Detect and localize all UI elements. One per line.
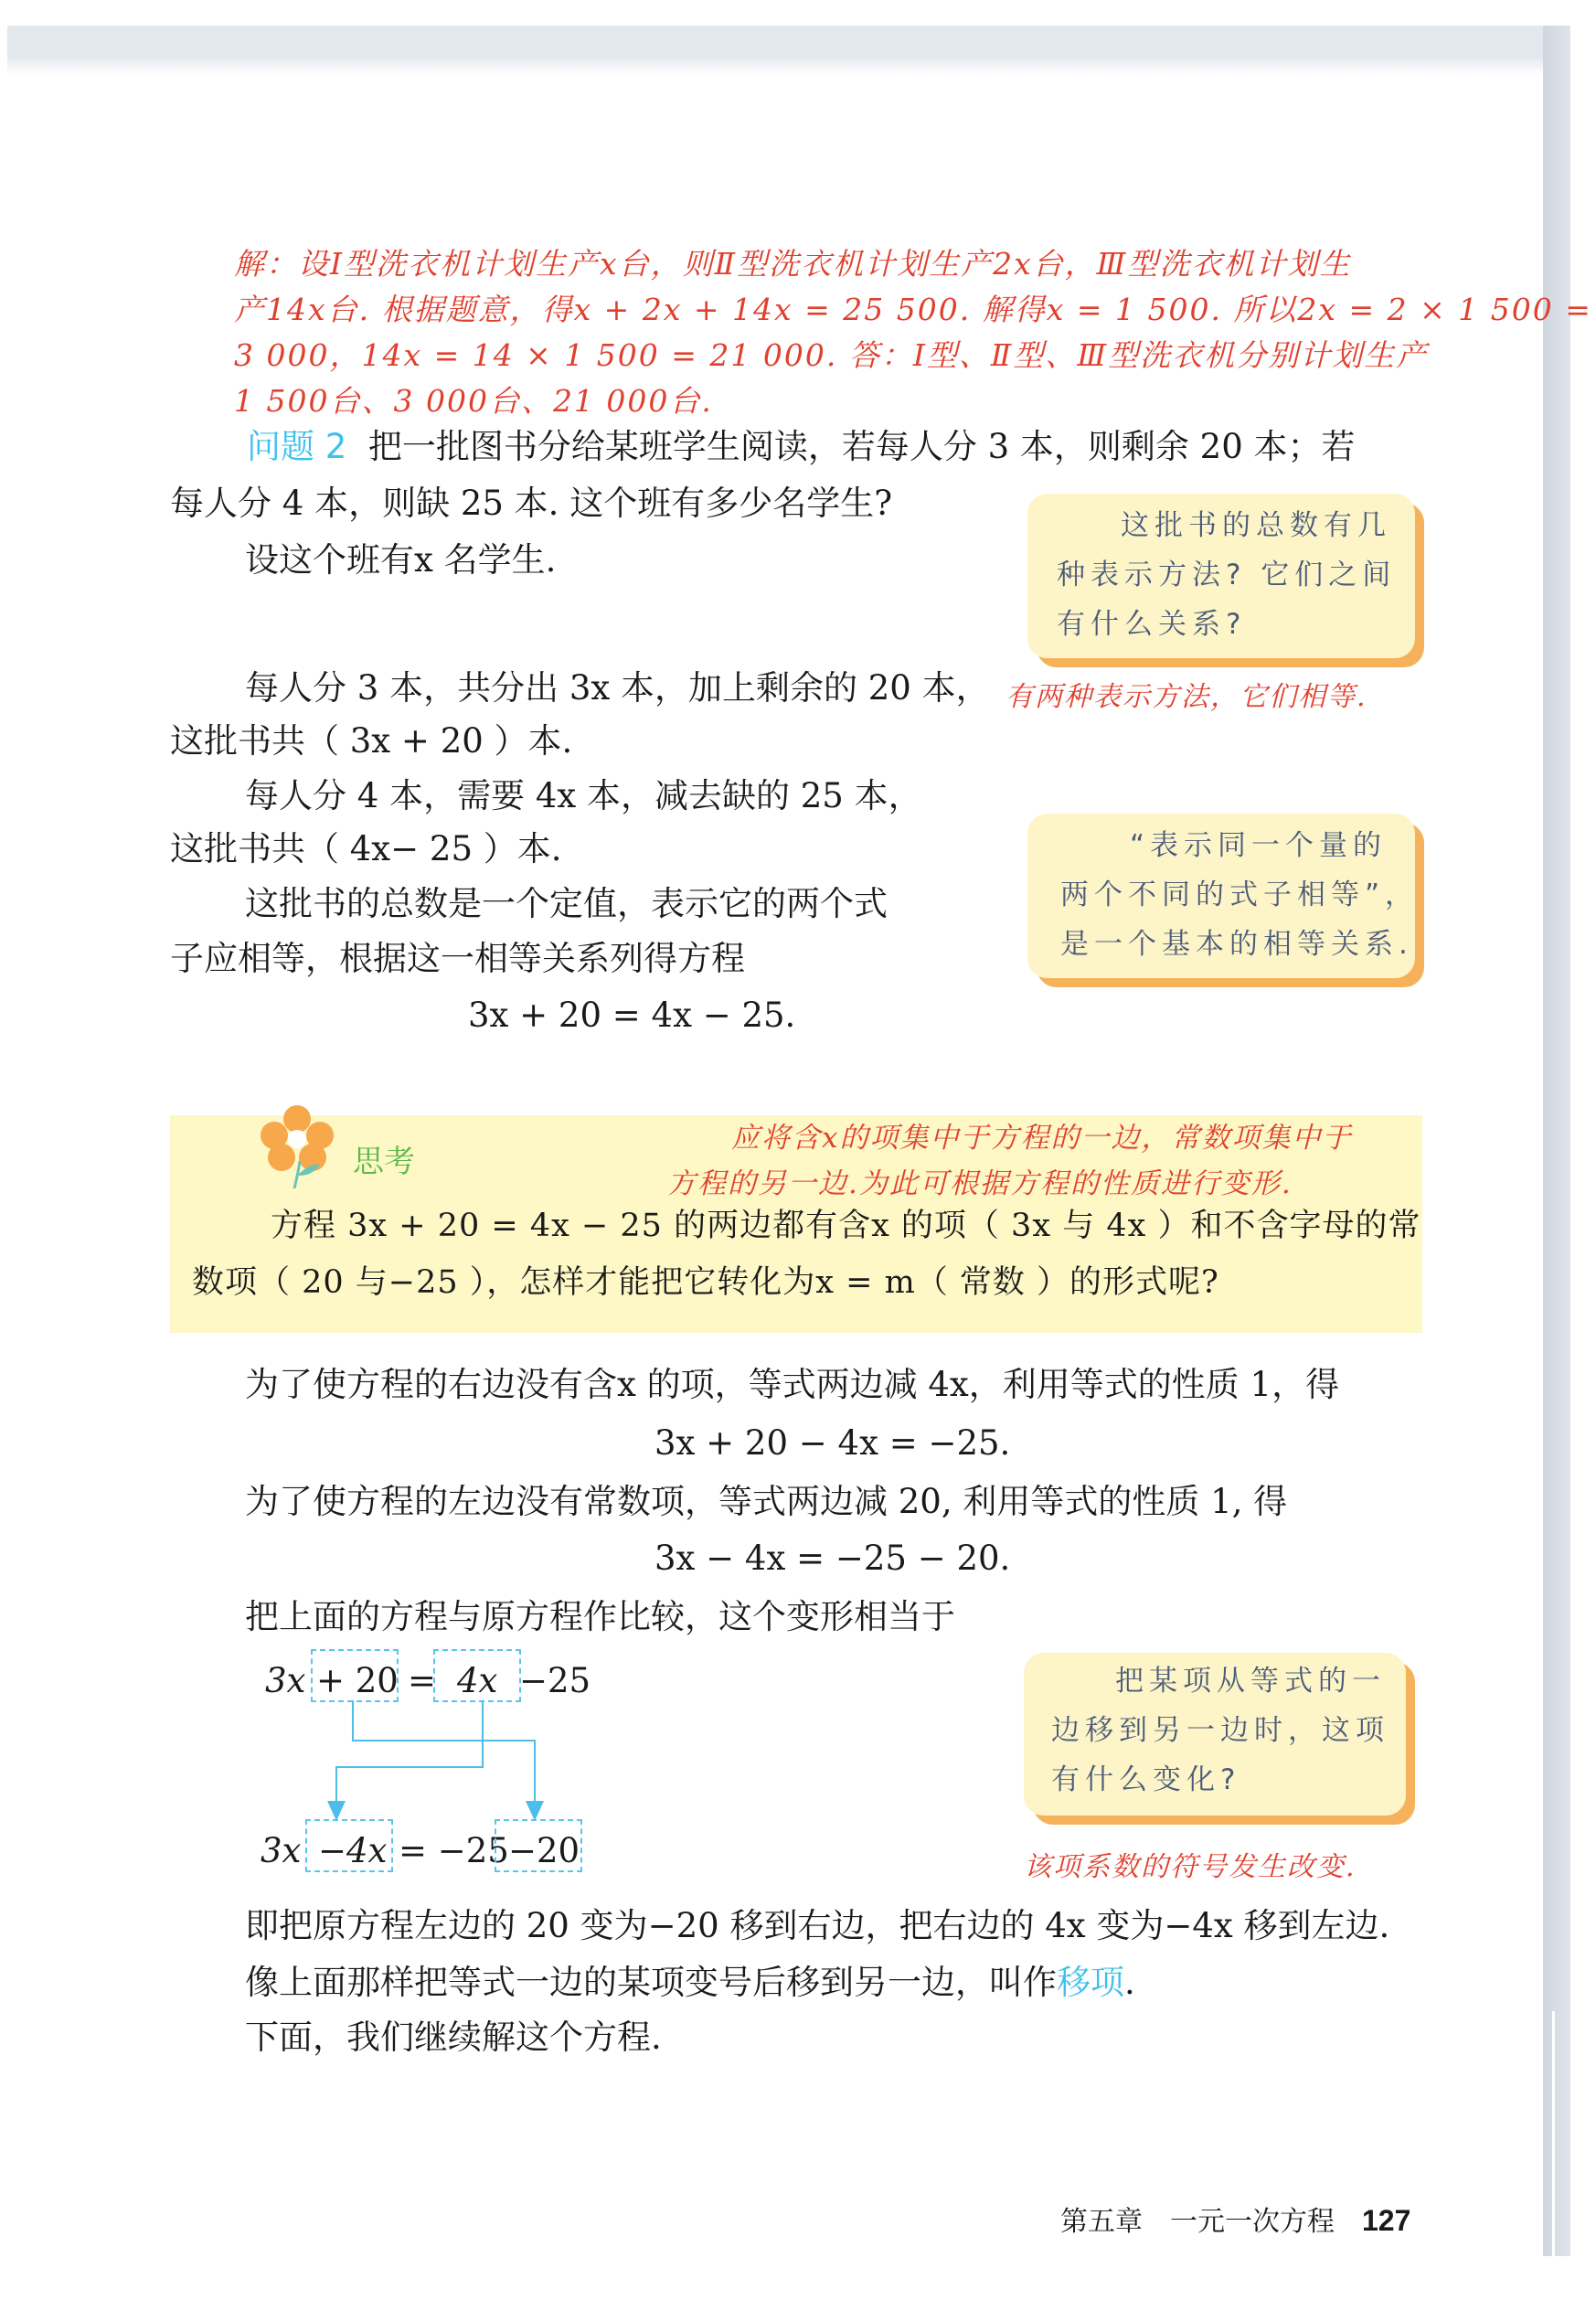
arrow-line-segment (352, 1700, 354, 1741)
think-line-2: 数项（ 20 与−25 ），怎样才能把它转化为x = m（ 常数 ）的形式呢? (192, 1264, 1219, 1301)
diagram-top-term-a: 3x (265, 1661, 306, 1700)
equation-step-2: 3x − 4x = −25 − 20. (654, 1539, 1011, 1578)
body2-line-3: 把上面的方程与原方程作比较，这个变形相当于 (245, 1597, 955, 1636)
note1-line-3: 有什么关系? (1057, 608, 1247, 641)
diagram-top-term-c: 4x (457, 1661, 498, 1700)
equation-step-1: 3x + 20 − 4x = −25. (654, 1423, 1011, 1463)
answer-line-3: 3 000，14x = 14 × 1 500 = 21 000. 答：Ⅰ型、Ⅱ型、Ⅲ型洗衣机分别计划生产 (234, 337, 1429, 373)
note2-line-1: “表示同一个量的 (1130, 829, 1388, 862)
note1-line-1: 这批书的总数有几 (1121, 509, 1391, 542)
body1-line-2: 这批书共（ 3x + 20 ）本. (170, 721, 573, 761)
answer-line-2: 产14x台. 根据题意，得x + 2x + 14x = 25 500. 解得x = 1 500. 所以2x = 2 × 1 500 = (234, 292, 1592, 327)
scan-right-edge-split (1552, 2011, 1555, 2256)
problem2-line-2: 每人分 4 本，则缺 25 本. 这个班有多少名学生? (170, 484, 893, 523)
scan-right-edge (1543, 26, 1570, 2256)
think-line-1: 方程 3x + 20 = 4x − 25 的两边都有含x 的项（ 3x 与 4x ）和不含字母的常 (271, 1208, 1421, 1244)
note2-line-2: 两个不同的式子相等”， (1060, 879, 1420, 911)
arrow-down-icon (526, 1801, 544, 1821)
body1-line-3: 每人分 4 本，需要 4x 本，减去缺的 25 本， (245, 776, 922, 815)
diagram-bottom-term-b: −4x (318, 1831, 388, 1870)
body2-line-1: 为了使方程的右边没有含x 的项，等式两边减 4x，利用等式的性质 1，得 (245, 1365, 1340, 1404)
page-footer (1060, 2199, 1410, 2239)
scan-top-fade (7, 59, 1543, 75)
diagram-top-equals: = (408, 1661, 437, 1700)
term-transposition: 移项 (1057, 1963, 1124, 2002)
chapter-title: 第五章 一元一次方程 (1060, 2206, 1335, 2238)
diagram-bottom-term-c: −20 (508, 1831, 580, 1870)
problem2-setup: 设这个班有x 名学生. (245, 540, 557, 580)
flower-icon (256, 1104, 338, 1188)
answer-line-1: 解：设Ⅰ型洗衣机计划生产x台，则Ⅱ型洗衣机计划生产2x台，Ⅲ型洗衣机计划生 (234, 246, 1352, 282)
think-red-note-1: 应将含x的项集中于方程的一边，常数项集中于 (731, 1122, 1353, 1155)
body1-line-5: 这批书的总数是一个定值，表示它的两个式 (245, 884, 888, 923)
diagram-top-term-b: + 20 (316, 1661, 399, 1700)
think-title: 思考 (353, 1144, 415, 1180)
arrow-line-segment (482, 1700, 484, 1768)
arrow-line-segment (335, 1766, 484, 1768)
body3-line-2 (245, 1962, 1135, 2004)
note3-answer: 该项系数的符号发生改变. (1024, 1851, 1357, 1883)
note1-line-2: 种表示方法? 它们之间 (1057, 559, 1397, 591)
body1-line-4: 这批书共（ 4x− 25 ）本. (170, 829, 562, 868)
diagram-bottom-equals: = −25 (399, 1831, 509, 1870)
body2-line-2: 为了使方程的左边没有常数项，等式两边减 20, 利用等式的性质 1, 得 (245, 1482, 1288, 1521)
arrow-line-segment (352, 1740, 535, 1741)
body1-line-6: 子应相等，根据这一相等关系列得方程 (170, 939, 745, 978)
think-red-note-2: 方程的另一边.为此可根据方程的性质进行变形. (667, 1167, 1293, 1200)
body3-line-2-period: . (1124, 1963, 1135, 2002)
note2-line-3: 是一个基本的相等关系. (1060, 928, 1413, 961)
problem2-label: 问题 2 (247, 427, 347, 466)
diagram-bottom-term-a: 3x (261, 1831, 302, 1870)
answer-line-4: 1 500台、3 000台、21 000台. (234, 383, 713, 419)
body3-line-2-text: 像上面那样把等式一边的某项变号后移到另一边，叫作 (245, 1963, 1057, 2002)
note1-answer: 有两种表示方法，它们相等. (1005, 681, 1367, 713)
problem2-line-1 (247, 426, 1356, 468)
note3-line-3: 有什么变化? (1051, 1763, 1241, 1796)
body3-line-3: 下面，我们继续解这个方程. (245, 2018, 662, 2057)
note3-line-1: 把某项从等式的一 (1115, 1665, 1386, 1698)
arrow-down-icon (327, 1801, 346, 1821)
arrow-line-segment (534, 1740, 536, 1805)
body3-line-1: 即把原方程左边的 20 变为−20 移到右边，把右边的 4x 变为−4x 移到左边. (245, 1906, 1390, 1945)
problem2-text: 把一批图书分给某班学生阅读，若每人分 3 本，则剩余 20 本；若 (367, 427, 1356, 466)
diagram-top-term-d: −25 (519, 1661, 591, 1700)
equation-main: 3x + 20 = 4x − 25. (468, 996, 796, 1035)
note3-line-2: 边移到另一边时，这项 (1051, 1714, 1389, 1747)
body1-line-1: 每人分 3 本，共分出 3x 本，加上剩余的 20 本， (245, 668, 990, 708)
page-number: 127 (1362, 2204, 1411, 2237)
